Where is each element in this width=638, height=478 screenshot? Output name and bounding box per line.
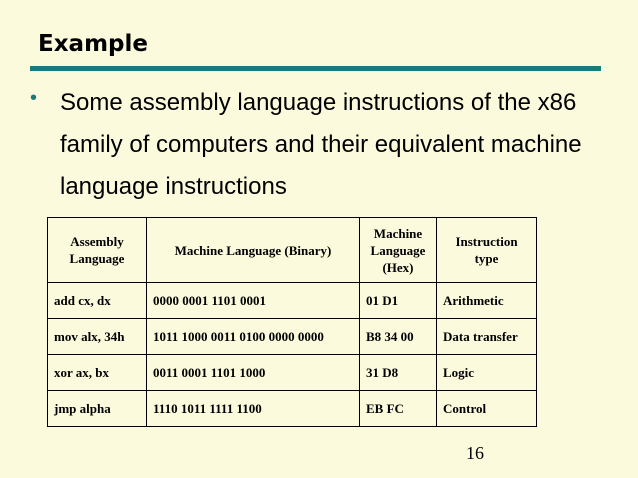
- cell-binary: 1110 1011 1111 1100: [147, 391, 360, 427]
- table-header-row: [48, 218, 537, 283]
- cell-binary: 0011 0001 1101 1000: [147, 355, 360, 391]
- cell-assembly: mov alx, 34h: [48, 319, 147, 355]
- cell-type: Data transfer: [437, 319, 537, 355]
- header-assembly-language: Assembly Language: [48, 218, 147, 283]
- header-instruction-type: Instruction type: [437, 218, 537, 283]
- table-row: [48, 391, 537, 427]
- table-row: [48, 283, 537, 319]
- header-machine-hex: Machine Language (Hex): [360, 218, 437, 283]
- cell-type: Logic: [437, 355, 537, 391]
- table-row: [48, 319, 537, 355]
- cell-assembly: jmp alpha: [48, 391, 147, 427]
- page-number: 16: [466, 443, 484, 463]
- instruction-table: [47, 217, 537, 427]
- cell-binary: 0000 0001 1101 0001: [147, 283, 360, 319]
- cell-hex: 01 D1: [360, 283, 437, 319]
- header-machine-binary: Machine Language (Binary): [147, 218, 360, 283]
- cell-type: Control: [437, 391, 537, 427]
- cell-hex: EB FC: [360, 391, 437, 427]
- title-divider: [30, 66, 601, 71]
- cell-type: Arithmetic: [437, 283, 537, 319]
- cell-assembly: add cx, dx: [48, 283, 147, 319]
- cell-hex: B8 34 00: [360, 319, 437, 355]
- cell-binary: 1011 1000 0011 0100 0000 0000: [147, 319, 360, 355]
- slide-title: Example: [38, 31, 148, 57]
- bullet-text: Some assembly language instructions of the x86 family of computers and their equivalent machine language instructions: [60, 89, 582, 200]
- cell-hex: 31 D8: [360, 355, 437, 391]
- table-row: [48, 355, 537, 391]
- bullet-dot-icon: •: [30, 87, 38, 109]
- cell-assembly: xor ax, bx: [48, 355, 147, 391]
